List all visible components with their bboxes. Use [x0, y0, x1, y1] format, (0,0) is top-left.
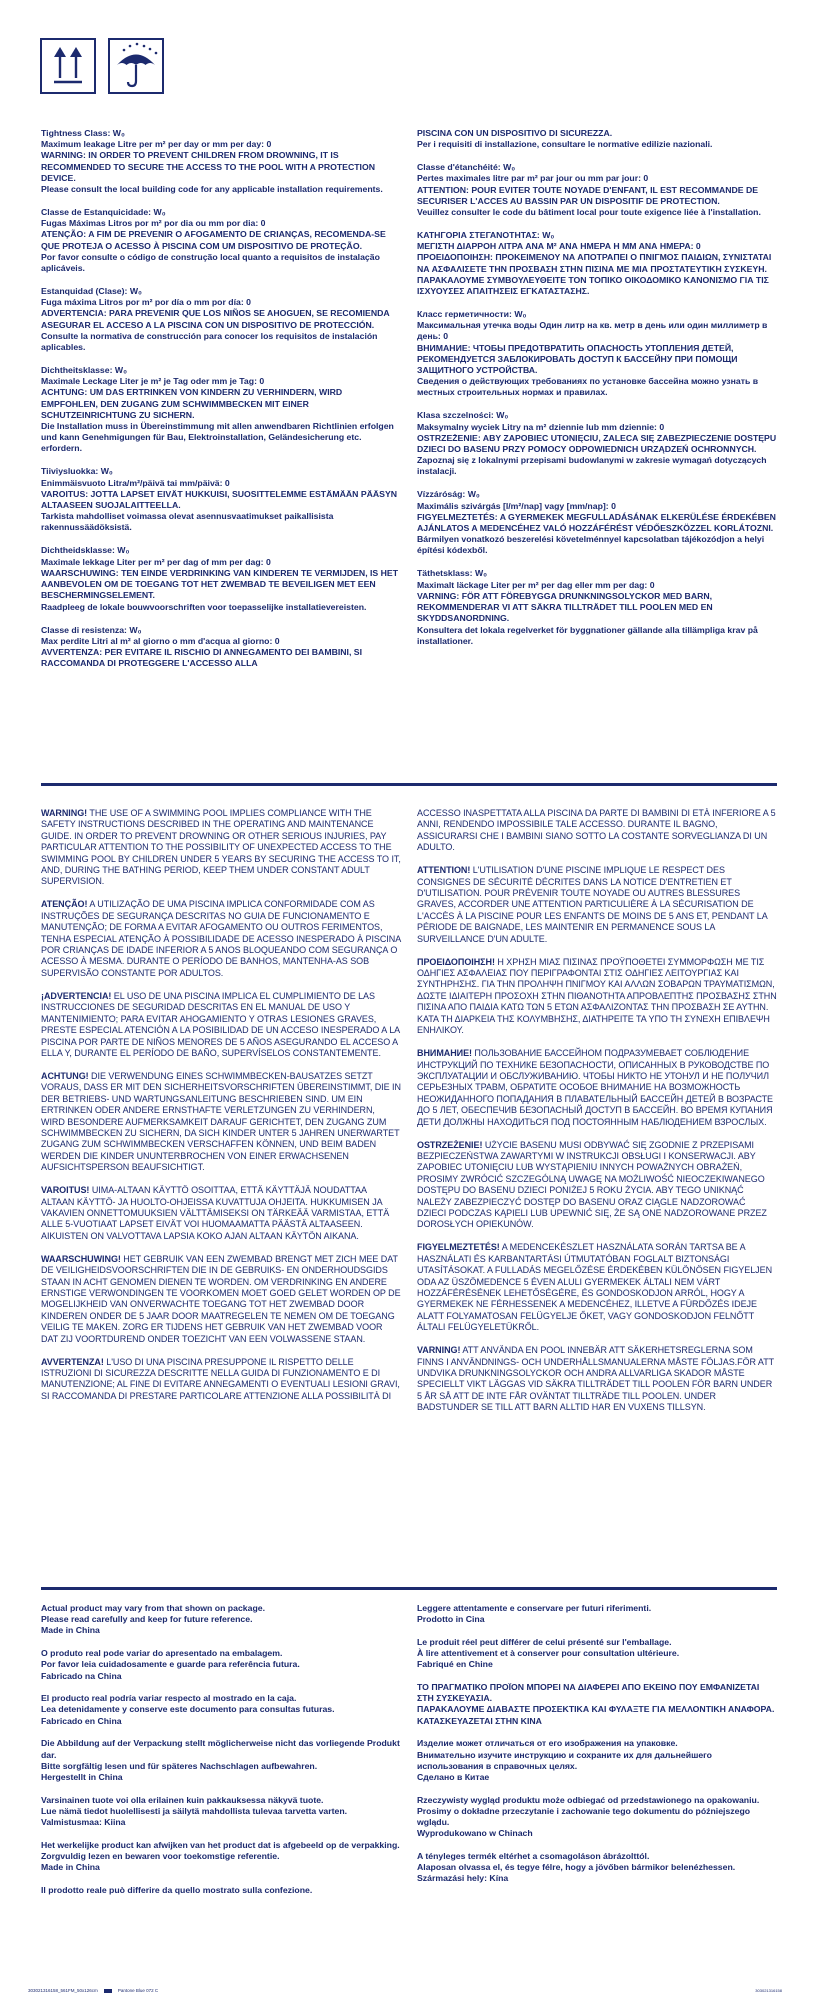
product-info-origin: Fabricado en China [41, 1715, 122, 1726]
product-info-line: El producto real podría variar respecto al mostrado en la caja. [41, 1693, 297, 1704]
tightness-leakage: ΜΕΓΙΣΤΗ ΔΙΑΡΡΟΗ ΛΙΤΡΑ ΑΝΑ M² ΑΝΑ ΗΜΕΡΑ Η ΜΜ ΑΝΑ ΗΜΕΡΑ: 0 [417, 241, 701, 252]
product-info-line: Prosimy o dokładne przeczytanie i zachowanie tego dokumentu do późniejszego wglądu. [417, 1805, 751, 1828]
product-info-column-right [417, 1603, 777, 1908]
tightness-block [417, 309, 777, 399]
product-info-origin: Made in China [41, 1625, 100, 1636]
tightness-leakage: Fuga máxima Litros por m² por día o mm por día: 0 [41, 297, 251, 308]
warning-label: ΠΡΟΕΙΔΟΠΟΙΗΣΗ! [417, 956, 495, 967]
warning-text: L'UTILISATION D'UNE PISCINE IMPLIQUE LE RESPECT DES CONSIGNES DE SÉCURITÉ DÉCRITES DANS LA NOTICE D'ENTRETIEN ET D'UTILISATION. POUR PRÉVENIR TOUTE NOYADE OU AUTRES BLESSURES GRAVES, ACCORDER UNE ATTENTION PARTICULIÈRE À LA SÉCURISATION DE L'ACCÈS À LA PISCINE POUR LES ENFANTS DE MOINS DE 5 ANS ET, PENDANT LA PÉRIODE DE BAIGNADE, LES MAINTENIR EN PERMANENCE SOUS LA SURVEILLANCE D'UN ADULTE. [417, 865, 768, 944]
tightness-block [417, 128, 777, 150]
tightness-block [41, 128, 401, 195]
tightness-block [41, 365, 401, 455]
tightness-leakage: Maksymalny wyciek Litry na m² dziennie lub mm dziennie: 0 [417, 421, 665, 432]
warning-text: HET GEBRUIK VAN EEN ZWEMBAD BRENGT MET ZICH MEE DAT DE VEILIGHEIDSVOORSCHRIFTEN DIE IN DE GEBRUIKS- EN ONDERHOUDSGIDS STAAN IN ACHT GENOMEN DIENEN TE WORDEN. OM VERDRINKING EN ANDERE ERNSTIGE VERWONDINGEN TE VOORKOMEN MOET GOED GELET WORDEN OP DE MOGELIJKHEID VAN ONVERWACHTE TOEGANG TOT HET ZWEMBAD DOOR KINDEREN ONDER DE 5 JAAR DOOR MAATREGELEN TE NEMEN OM DE TOEGANG VEILIG TE MAKEN. ZORG ER TIJDENS HET GEBRUIK VAN HET ZWEMBAD VOOR DAT ZIJ VOORTDUREND ONDER TOEZICHT VAN EEN VOLWASSENE STAAN. [41, 1253, 401, 1344]
tightness-leakage: Maximale Leckage Liter je m² je Tag oder mm je Tag: 0 [41, 376, 265, 387]
product-info-line: Alaposan olvassa el, és tegye félre, hogy a jövőben bármikor belenézhessen. [417, 1862, 736, 1873]
product-info-block [417, 1795, 777, 1840]
warning-text: A MEDENCEKÉSZLET HASZNÁLATA SORÁN TARTSA BE A HASZNÁLATI ÉS KARBANTARTÁSI ÚTMUTATÓBAN FOGLALT BIZTONSÁGI UTASÍTÁSOKAT. A FULLADÁS MEGELŐZÉSE ÉRDEKÉBEN KÜLÖNÖSEN FIGYELJEN ODA AZ ÜSZÖMEDENCE 5 ÉVEN ALULI GYERMEKEK ÁLTALI NEM VÁRT HOZZÁFÉRÉSÉNEK LEHETŐSÉGÉRE, ÉS GONDOSKODJON ARRÓL, HOGY A GYERMEKEK NE FÉRHESSENEK A MEDENCÉHEZ, ILLETVE A FÜRDŐZÉS IDEJE ALATT FOLYAMATOSAN FELÜGYELJE ŐKET, VAGY GONDOSKODJON FELNŐTT ÁLTALI FELÜGYELETÜKRŐL. [417, 1242, 773, 1333]
tightness-note: Die Installation muss in Übereinstimmung mit allen anwendbaren Richtlinien erfolgen und kann Genehmigungen für Bau, Elektroinstallation, Geländesicherung etc. erfordern. [41, 421, 394, 454]
warning-paragraph [41, 1254, 401, 1345]
warning-paragraph [417, 957, 777, 1037]
tightness-note: Por favor consulte o código de construção local quanto a requisitos de instalação aplicáveis. [41, 251, 380, 274]
tightness-block [417, 489, 777, 556]
tightness-warning: VARNING: FÖR ATT FÖREBYGGA DRUNKNINGSOLYCKOR MED BARN, REKOMMENDERAR VI ATT SÄKRA TILLTRÄDET TILL POOLEN MED EN SKYDDSANORDNING. [417, 590, 713, 624]
product-info-block [41, 1648, 401, 1682]
tightness-block [41, 286, 401, 353]
warning-paragraph [417, 1048, 777, 1128]
print-footer [28, 1988, 158, 1993]
tightness-warning: ACHTUNG: UM DAS ERTRINKEN VON KINDERN ZU VERHINDERN, WIRD EMPFOHLEN, DEN ZUGANG ZUM SCHWIMMBECKEN MIT EINER SCHUTZEINRICHTUNG ZU SICHERN. [41, 387, 343, 420]
warning-text: ATT ANVÄNDA EN POOL INNEBÄR ATT SÄKERHETSREGLERNA SOM FINNS I ANVÄNDNINGS- OCH UNDERHÅLLSMANUALERNA MÅSTE FÖLJAS.FÖR ATT UNDVIKA DRUNKNINGSOLYCKOR OCH ANDRA ALLVARLIGA SKADOR MÅSTE SPECIELLT VIKT LÄGGAS VID SÄKRA TILLTRÄDET TILL POOLEN FÖR BARN UNDER 5 ÅR SÅ ATT DE INTE FÅR OVÄNTAT TILLTRÄDE TILL POOLEN. UNDER BADSTUNDER SE TILL ATT BARN ALLTID HAR EN VUXENS TILLSYN. [417, 1345, 774, 1413]
tightness-heading: Dichtheitsklasse: W₀ [41, 365, 127, 376]
tightness-note: Raadpleeg de lokale bouwvoorschriften voor toepasselijke installatievereisten. [41, 601, 367, 612]
tightness-warning: ATTENTION: POUR EVITER TOUTE NOYADE D'ENFANT, IL EST RECOMMANDE DE SECURISER L'ACCES AU BASSIN PAR UN DISPOSITIF DE PROTECTION. [417, 184, 759, 206]
tightness-heading: Estanquidad (Clase): W₀ [41, 286, 142, 297]
product-info-origin: ΚΑΤΑΣΚΕΥΑΖΕΤΑΙ ΣΤΗΝ ΚΙΝΑ [417, 1715, 542, 1726]
tightness-note: Konsultera det lokala regelverket för byggnationer gällande alla tillämpliga krav på installationer. [417, 624, 758, 646]
tightness-block [41, 207, 401, 274]
warning-text: THE USE OF A SWIMMING POOL IMPLIES COMPLIANCE WITH THE SAFETY INSTRUCTIONS DESCRIBED IN THE OPERATING AND MAINTENANCE GUIDE. IN ORDER TO PREVENT DROWNING OR OTHER SERIOUS INJURIES, PAY PARTICULAR ATTENTION TO THE POSSIBILITY OF UNEXPECTED ACCESS TO THE SWIMMING POOL BY CHILDREN UNDER 5 YEARS BY SECURING THE ACCESS TO IT, AND, DURING THE BATHING PERIOD, KEEP THEM UNDER CONSTANT ADULT SUPERVISION. [41, 808, 401, 887]
warning-label: WAARSCHUWING! [41, 1253, 121, 1264]
pantone-swatch [104, 1989, 112, 1993]
tightness-section [41, 128, 777, 681]
tightness-heading: Tightness Class: W₀ [41, 128, 125, 138]
tightness-column-right [417, 128, 777, 681]
product-info-line: Lue nämä tiedot huolellisesti ja säilytä mahdollista tulevaa tarvetta varten. [41, 1805, 348, 1816]
product-info-line: Bitte sorgfältig lesen und für späteres Nachschlagen aufbewahren. [41, 1760, 318, 1771]
tightness-heading: Classe de Estanquicidade: W₀ [41, 207, 166, 218]
product-info-block [417, 1682, 777, 1727]
product-info-line: O produto real pode variar do apresentado na embalagem. [41, 1648, 283, 1659]
warning-paragraph [417, 1140, 777, 1231]
product-info-block [41, 1885, 401, 1896]
product-info-origin: Származási hely: Kína [417, 1873, 509, 1884]
warning-text: ACCESSO INASPETTATA ALLA PISCINA DA PARTE DI BAMBINI DI ETÀ INFERIORE A 5 ANNI, RENDENDO IMPOSSIBILE TALE ACCESSO. DURANTE IL BAGNO, ASSICURARSI CHE I BAMBINI SIANO SOTTO LA COSTANTE SORVEGLIANZA DI UN ADULTO. [417, 808, 776, 853]
warning-text: DIE VERWENDUNG EINES SCHWIMMBECKEN-BAUSATZES SETZT VORAUS, DASS ER MIT DEN SICHERHEITSVORSCHRIFTEN ÜBEREINSTIMMT, DIE IN DER BETRIEBS- UND WARTUNGSANLEITUNG BESCHRIEBEN SIND. UM EIN ERTRINKEN ODER ANDERE ERNSTHAFTE VERLETZUNGEN ZU VERHINDERN, WIRD BESONDERE AUFMERKSAMKEIT DARAUF GERICHTET, DEN ZUGANG ZUM SCHWIMMBECKEN ZU SICHERN, DA SICH KINDER UNTER 5 JAHREN UNERWARTET ZUGANG ZUM SCHWIMMBECKEN VERSCHAFFEN KÖNNEN, UND BEIM BADEN WERDEN DIE KINDER UNUNTERBROCHEN VON EINER ERWACHSENEN AUFSICHTSPERSON BEAUFSICHTIGT. [41, 1070, 401, 1173]
product-info-origin: Fabricado na China [41, 1670, 122, 1681]
product-info-line: Rzeczywisty wygląd produktu może odbiegać od przedstawionego na opakowaniu. [417, 1794, 760, 1805]
tightness-note: Zapoznaj się z lokalnymi przepisami budowlanymi w zakresie wymagań dotyczących instalacji. [417, 455, 767, 477]
tightness-block [41, 466, 401, 533]
tightness-leakage: Maximális szivárgás [l/m²/nap] vagy [mm/nap]: 0 [417, 500, 616, 511]
warning-text: UIMA-ALTAAN KÄYTTÖ OSOITTAA, ETTÄ KÄYTTÄJÄ NOUDATTAA ALTAAN KÄYTTÖ- JA HUOLTO-OHJEISSA KUVATTUJA OHJEITA. HUKKUMISEN JA VAKAVIEN ONNETTOMUUKSIEN VÄLTTÄMISEKSI ON TÄRKEÄÄ VARMISTAA, ETTÄ ALLE 5-VUOTIAAT LAPSET EIVÄT VOI HUOMAAMATTA PÄÄSTÄ ALTAASEEN. AIKUISTEN ON VALVOTTAVA LAPSIA KOKO AJAN ALTAAN KÄYTÖN AIKANA. [41, 1185, 390, 1241]
this-way-up-icon [40, 38, 96, 94]
tightness-note: Tarkista mahdolliset voimassa olevat asennusvaatimukset paikallisista rakennussäädöksistä. [41, 511, 334, 533]
tightness-leakage: Pertes maximales litre par m² par jour ou mm par jour: 0 [417, 173, 649, 184]
warning-label: ВНИМАНИЕ! [417, 1048, 472, 1059]
product-info-line: Zorgvuldig lezen en bewaren voor toekomstige referentie. [41, 1850, 280, 1861]
tightness-note: Consulte la normativa de construcción para conocer los requisitos de instalación aplicables. [41, 330, 378, 353]
tightness-heading: Classe d'étanchéité: W₀ [417, 162, 516, 173]
product-info-origin: Fabriqué en Chine [417, 1659, 493, 1670]
tightness-warning: AVVERTENZA: PER EVITARE IL RISCHIO DI ANNEGAMENTO DEI BAMBINI, SI RACCOMANDA DI PROTEGGERE L'ACCESSO ALLA [41, 646, 362, 669]
tightness-block [417, 162, 777, 218]
warning-text: UŻYCIE BASENU MUSI ODBYWAĆ SIĘ ZGODNIE Z PRZEPISAMI BEZPIECZEŃSTWA ZAWARTYMI W INSTRUKCJI OBSŁUGI I KONSERWACJI. ABY ZAPOBIEC UTONIĘCIU LUB WYSTĄPIENIU INNYCH POWAŻNYCH OBRAŻEŃ, PROSIMY ZWRÓCIĆ SZCZEGÓLNĄ UWAGĘ NA MOŻLIWOŚĆ NIEOCZEKIWANEGO DOSTĘPU DO BASENU DZIECI PONIŻEJ 5 ROKU ŻYCIA. ABY TEGO UNIKNĄĆ NALEŻY ZABEZPIECZYĆ DOSTĘP DO BASENU ORAZ CIĄGLE NADZOROWAĆ DZIECI PODCZAS KĄPIELI LUB UPEWNIĆ SIĘ, ŻE SĄ ONE NADZOROWANE PRZEZ DOROSŁYCH OPIEKUNÓW. [417, 1139, 767, 1230]
tightness-warning: ВНИМАНИЕ: ЧТОБЫ ПРЕДОТВРАТИТЬ ОПАСНОСТЬ УТОПЛЕНИЯ ДЕТЕЙ, РЕКОМЕНДУЕТСЯ ЗАБЛОКИРОВАТЬ ДОСТУП К БАССЕЙНУ ПРИ ПОМОЩИ ЗАЩИТНОГО УСТРОЙСТВА. [417, 342, 738, 376]
product-info-origin: Prodotto in Cina [417, 1614, 485, 1625]
tightness-warning: VAROITUS: JOTTA LAPSET EIVÄT HUKKUISI, SUOSITTELEMME ESTÄMÄÄN PÄÄSYN ALTAASEEN SUOJALAITTEELLA. [41, 488, 398, 511]
warning-paragraph [41, 1071, 401, 1174]
product-info-line: A tényleges termék eltérhet a csomagoláson ábrázolttól. [417, 1850, 650, 1861]
warning-label: ATENÇÃO! [41, 899, 88, 910]
warning-text: Η ΧΡΗΣΗ ΜΙΑΣ ΠΙΣΙΝΑΣ ΠΡΟΫΠΟΘΕΤΕΙ ΣΥΜΜΟΡΦΩΣΗ ΜΕ ΤΙΣ ΟΔΗΓΙΕΣ ΑΣΦΑΛΕΙΑΣ ΠΟΥ ΠΕΡΙΓΡΑΦΟΝΤΑΙ ΣΤΙΣ ΟΔΗΓΙΕΣ ΛΕΙΤΟΥΡΓΙΑΣ ΚΑΙ ΣΥΝΤΗΡΗΣΗΣ. ΓΙΑ ΤΗΝ ΠΡΟΛΗΨΗ ΠΝΙΓΜΟΥ ΚΑΙ ΑΛΛΩΝ ΣΟΒΑΡΩΝ ΤΡΑΥΜΑΤΙΣΜΩΝ, ΔΩΣΤΕ ΙΔΙΑΙΤΕΡΗ ΠΡΟΣΟΧΗ ΣΤΗΝ ΠΙΘΑΝΟΤΗΤΑ ΑΠΡΟΒΛΕΠΤΗΣ ΠΡΟΣΒΑΣΗΣ ΣΤΗΝ ΠΙΣΙΝΑ ΑΠΟ ΠΑΙΔΙΑ ΚΑΤΩ ΤΩΝ 5 ΕΤΩΝ ΑΣΦΑΛΙΖΟΝΤΑΣ ΤΗΝ ΠΡΟΣΒΑΣΗ ΣΕ ΑΥΤΗΝ. ΚΑΤΑ ΤΗ ΔΙΑΡΚΕΙΑ ΤΗΣ ΚΟΛΥΜΒΗΣΗΣ, ΔΙΑΤΗΡΕΙΤΕ ΤΑ ΥΠΟ ΤΗ ΣΥΝΕΧΗ ΕΠΙΒΛΕΨΗ ΕΝΗΛΙΚΟΥ. [417, 956, 777, 1036]
tightness-note: Please consult the local building code for any applicable installation requirements. [41, 184, 383, 195]
tightness-leakage: Max perdite Litri al m² al giorno o mm d'acqua al giorno: 0 [41, 635, 280, 646]
product-info-block [417, 1851, 777, 1885]
warning-paragraph [41, 1185, 401, 1242]
warning-paragraph [41, 991, 401, 1059]
warnings-section [41, 808, 777, 1425]
product-info-line: Le produit réel peut différer de celui présenté sur l'emballage. [417, 1636, 672, 1647]
tightness-warning: ΠΡΟΕΙΔΟΠΟΙΗΣΗ: ΠΡΟΚΕΙΜΕΝΟΥ ΝΑ ΑΠΟΤΡΑΠΕΙ Ο ΠΝΙΓΜΟΣ ΠΑΙΔΙΩΝ, ΣΥΝΙΣΤΑΤΑΙ ΝΑ ΑΣΦΑΛΙΣΕΤΕ ΤΗΝ ΠΡΟΣΒΑΣΗ ΣΤΗΝ ΠΙΣΙΝΑ ΜΕ ΜΙΑ ΠΡΟΣΤΑΤΕΥΤΙΚΗ ΣΥΣΚΕΥΗ. [417, 252, 772, 274]
product-info-line: Внимательно изучите инструкцию и сохраните их для дальнейшего использования в справочных целях. [417, 1749, 712, 1771]
tightness-column-left [41, 128, 401, 681]
tightness-heading: Dichtheidsklasse: W₀ [41, 545, 130, 556]
warning-label: ¡ADVERTENCIA! [41, 990, 112, 1001]
tightness-leakage: Maximalt läckage Liter per m² per dag eller mm per dag: 0 [417, 579, 655, 590]
product-info-origin: Hergestellt in China [41, 1771, 123, 1782]
tightness-warning: WAARSCHUWING: TEN EINDE VERDRINKING VAN KINDEREN TE VERMIJDEN, IS HET AANBEVOLEN OM DE TOEGANG TOT HET ZWEMBAD TE BEVEILIGEN MET EEN BESCHERMINGSELEMENT. [41, 567, 399, 601]
warning-label: VAROITUS! [41, 1185, 90, 1196]
tightness-heading: Tiiviysluokka: W₀ [41, 466, 113, 477]
tightness-leakage: Enimmäisvuoto Litra/m²/päivä tai mm/päivä: 0 [41, 477, 230, 488]
warning-label: AVVERTENZA! [41, 1356, 104, 1367]
pantone-label: Pantone Blue 072 C [117, 1988, 159, 1993]
product-info-line: À lire attentivement et à conserver pour consultation ultérieure. [417, 1648, 680, 1659]
tightness-block [41, 625, 401, 670]
warning-paragraph [417, 1242, 777, 1333]
product-info-origin: Made in China [41, 1862, 100, 1873]
tightness-note: Сведения о действующих требованиях по установке бассейна можно узнать в местных строительных нормах и правилах. [417, 376, 759, 398]
tightness-note: ΠΑΡΑΚΑΛΟΥΜΕ ΣΥΜΒΟΥΛΕΥΘΕΙΤΕ ΤΟΝ ΤΟΠΙΚΟ ΟΙΚΟΔΟΜΙΚΟ ΚΑΝΟΝΙΣΜΟ ΓΙΑ ΤΙΣ ΙΣΧΥΟΥΣΕΣ ΑΠΑΙΤΗΣΕΙΣ ΕΓΚΑΤΑΣΤΑΣΗΣ. [417, 274, 769, 297]
warning-paragraph [417, 808, 777, 854]
tightness-warning: FIGYELMEZTETÉS: A GYERMEKEK MEGFULLADÁSÁNAK ELKERÜLÉSE ÉRDEKÉBEN AJÁNLATOS A MEDENCÉHEZ VALÓ HOZZÁFÉRÉST VÉDŐESZKÖZZEL KORLÁTOZNI. [417, 511, 776, 534]
warning-text: A UTILIZAÇÃO DE UMA PISCINA IMPLICA CONFORMIDADE COM AS INSTRUÇÕES DE SEGURANÇA DESCRITAS NO GUIA DE FUNCIONAMENTO E MANUTENÇÃO; DE FORMA A EVITAR AFOGAMENTO OU OUTROS FERIMENTOS, TENHA ESPECIAL ATENÇÃO À POSSIBILIDADE DE ACESSO INESPERADO À PISCINA POR CRIANÇAS DE IDADE INFERIOR A 5 ANOS BLOQUEANDO COM SEGURANÇA O ACESSO À MESMA. DURANTE O PERÍODO DE BANHOS, MANTENHA-AS SOB SUPERVISÃO CONSTANTE POR ADULTOS. [41, 899, 401, 978]
product-info-line: Il prodotto reale può differire da quello mostrato sulla confezione. [41, 1884, 313, 1895]
warnings-column-left [41, 808, 401, 1425]
tightness-leakage: Maximum leakage Litre per m² per day or mm per day: 0 [41, 139, 272, 150]
tightness-heading: Vízzáróság: W₀ [417, 489, 480, 500]
warning-label: WARNING! [41, 808, 88, 818]
warning-label: VARNING! [417, 1345, 461, 1356]
product-info-block [41, 1738, 401, 1783]
tightness-heading: Classe di resistenza: W₀ [41, 624, 142, 635]
tightness-block [417, 410, 777, 477]
warning-label: ACHTUNG! [41, 1070, 89, 1081]
tightness-heading: Klasa szczelności: W₀ [417, 410, 509, 421]
tightness-note: Veuillez consulter le code du bâtiment local pour toute exigence liée à l'installation. [417, 207, 761, 218]
product-info-line: Varsinainen tuote voi olla erilainen kuin pakkauksessa näkyvä tuote. [41, 1794, 324, 1805]
warning-label: ATTENTION! [417, 865, 471, 876]
product-info-line: Please read carefully and keep for future reference. [41, 1614, 253, 1625]
product-info-block [417, 1603, 777, 1625]
tightness-leakage: Maximale lekkage Liter per m² per dag of mm per dag: 0 [41, 556, 271, 567]
tightness-warning: ATENÇÃO: A FIM DE PREVENIR O AFOGAMENTO DE CRIANÇAS, RECOMENDA-SE QUE PROTEJA O ACESSO À PISCINA COM UM DISPOSITIVO DE PROTEÇÃO. [41, 229, 386, 251]
tightness-heading: Класс герметичности: W₀ [417, 309, 527, 320]
product-info-line: Por favor leia cuidadosamente e guarde para referência futura. [41, 1659, 300, 1670]
warning-paragraph [417, 865, 777, 945]
warning-text: EL USO DE UNA PISCINA IMPLICA EL CUMPLIMIENTO DE LAS INSTRUCCIONES DE SEGURIDAD DESCRITAS EN EL MANUAL DE USO Y MANTENIMIENTO; PARA EVITAR AHOGAMIENTO Y OTRAS LESIONES GRAVES, PRESTE ESPECIAL ATENCIÓN A LA POSIBILIDAD DE UN ACCESO INESPERADO A LA PISCINA POR PARTE DE NIÑOS MENORES DE 5 AÑOS ASEGURANDO EL ACCESO A ELLA Y, DURANTE EL PERÍODO DE BAÑO, SUPERVÍSELOS CONSTANTEMENTE. [41, 990, 400, 1058]
file-reference: 303021316158_561FM_50x126cm [28, 1988, 98, 1993]
tightness-heading: Täthetsklass: W₀ [417, 568, 488, 579]
tightness-warning: WARNING: IN ORDER TO PREVENT CHILDREN FROM DROWNING, IT IS RECOMMENDED TO SECURE THE ACCESS TO THE POOL WITH A PROTECTION DEVICE. [41, 150, 376, 183]
item-code: 303021316158 [755, 1988, 782, 1993]
product-info-column-left [41, 1603, 401, 1908]
keep-dry-icon [108, 38, 164, 94]
product-info-origin: Сделано в Китае [417, 1771, 490, 1782]
product-info-block [41, 1795, 401, 1829]
tightness-leakage: Fugas Máximas Litros por m² por dia ou mm por dia: 0 [41, 218, 266, 229]
warning-paragraph [41, 808, 401, 888]
warnings-column-right [417, 808, 777, 1425]
product-info-section [41, 1603, 777, 1908]
product-info-line: Die Abbildung auf der Verpackung stellt möglicherweise nicht das vorliegende Produkt dar. [41, 1738, 400, 1760]
product-info-line: Actual product may vary from that shown on package. [41, 1603, 265, 1613]
product-info-line: ΠΑΡΑΚΑΛΟΥΜΕ ΔΙΑΒΑΣΤΕ ΠΡΟΣΕΚΤΙΚΑ ΚΑΙ ΦΥΛΑΞΤΕ ΓΙΑ ΜΕΛΛΟΝΤΙΚΗ ΑΝΑΦΟΡΑ. [417, 1704, 775, 1715]
product-info-line: Leggere attentamente e conservare per futuri riferimenti. [417, 1603, 652, 1613]
warning-text: L'USO DI UNA PISCINA PRESUPPONE IL RISPETTO DELLE ISTRUZIONI DI SICUREZZA DESCRITTE NELLA GUIDA DI FUNZIONAMENTO E DI MANUTENZIONE; AL FINE DI EVITARE ANNEGAMENTI O EVENTUALI LESIONI GRAVI, SI RACCOMANDA DI PRESTARE PARTICOLARE ATTENZIONE ALLA POSSIBILITÀ DI [41, 1356, 400, 1401]
product-info-line: Lea detenidamente y conserve este documento para consultas futuras. [41, 1704, 335, 1715]
warning-text: ПОЛЬЗОВАНИЕ БАССЕЙНОМ ПОДРАЗУМЕВАЕТ СОБЛЮДЕНИЕ ИНСТРУКЦИЙ ПО ТЕХНИКЕ БЕЗОПАСНОСТИ, ОПИСАННЫХ В РУКОВОДСТВЕ ПО ЭКСПЛУАТАЦИИ И ОБСЛУЖИВАНИЮ. ЧТОБЫ НИКТО НЕ УТОНУЛ И НЕ ПОЛУЧИЛ СЕРЬЕЗНЫХ ТРАВМ, ОБРАТИТЕ ОСОБОЕ ВНИМАНИЕ НА ВОЗМОЖНОСТЬ НЕОЖИДАННОГО ПОПАДАНИЯ В ПЛАВАТЕЛЬНЫЙ БАССЕЙН ДЕТЕЙ В ВОЗРАСТЕ ДО 5 ЛЕТ, ОБЕСПЕЧИВ БЕЗОПАСНЫЙ ДОСТУП В БАССЕЙН. ВО ВРЕМЯ КУПАНИЯ ДЕТИ ДОЛЖНЫ НАХОДИТЬСЯ ПОД ПОСТОЯННЫМ НАБЛЮДЕНИЕМ ВЗРОСЛЫХ. [417, 1048, 773, 1127]
section-divider [41, 1587, 777, 1590]
warning-paragraph [41, 899, 401, 979]
tightness-block [417, 230, 777, 297]
tightness-warning: OSTRZEŻENIE: ABY ZAPOBIEC UTONIĘCIU, ZALECA SIĘ ZABEZPIECZENIE DOSTĘPU DZIECI DO BASENU PRZY POMOCY ODPOWIEDNICH URZĄDZEŃ OCHRONNYCH. [417, 432, 777, 455]
product-info-block [417, 1738, 777, 1783]
product-info-block [41, 1840, 401, 1874]
handling-icons [40, 38, 164, 94]
warning-paragraph [41, 1357, 401, 1403]
tightness-leakage: Максимальная утечка воды Один литр на кв. метр в день или один миллиметр в день: 0 [417, 320, 768, 342]
product-info-line: Het werkelijke product kan afwijken van het product dat is afgebeeld op de verpakking. [41, 1839, 400, 1850]
product-info-block [41, 1693, 401, 1727]
product-info-line: Изделие может отличаться от его изображения на упаковке. [417, 1738, 678, 1749]
section-divider [41, 783, 777, 786]
product-info-origin: Wyprodukowano w Chinach [417, 1828, 533, 1839]
tightness-block [41, 545, 401, 612]
tightness-note: Per i requisiti di installazione, consultare le normative edilizie nazionali. [417, 139, 713, 150]
product-info-block [41, 1603, 401, 1637]
product-info-line: ΤΟ ΠΡΑΓΜΑΤΙΚΟ ΠΡΟΪΟΝ ΜΠΟΡΕΙ ΝΑ ΔΙΑΦΕΡΕΙ ΑΠΟ ΕΚΕΙΝΟ ΠΟΥ ΕΜΦΑΝΙΖΕΤΑΙ ΣΤΗ ΣΥΣΚΕΥΑΣΙΑ. [417, 1682, 760, 1704]
warning-label: FIGYELMEZTETÉS! [417, 1242, 500, 1253]
warning-paragraph [417, 1345, 777, 1413]
tightness-block [417, 568, 777, 646]
product-info-block [417, 1637, 777, 1671]
warning-label: OSTRZEŻENIE! [417, 1139, 483, 1150]
tightness-note: Bármilyen vonatkozó beszerelési követelménnyel kapcsolatban tájékozódjon a helyi építési kódexből. [417, 534, 765, 556]
tightness-warning: ADVERTENCIA: PARA PREVENIR QUE LOS NIÑOS SE AHOGUEN, SE RECOMIENDA ASEGURAR EL ACCESO A LA PISCINA CON UN DISPOSITIVO DE PROTECCIÓN. [41, 308, 390, 330]
tightness-heading: ΚΑΤΗΓΟΡΙΑ ΣΤΕΓΑΝΟΤΗΤΑΣ: W₀ [417, 230, 555, 241]
product-info-origin: Valmistusmaa: Kiina [41, 1817, 126, 1828]
tightness-warning: PISCINA CON UN DISPOSITIVO DI SICUREZZA. [417, 128, 613, 138]
